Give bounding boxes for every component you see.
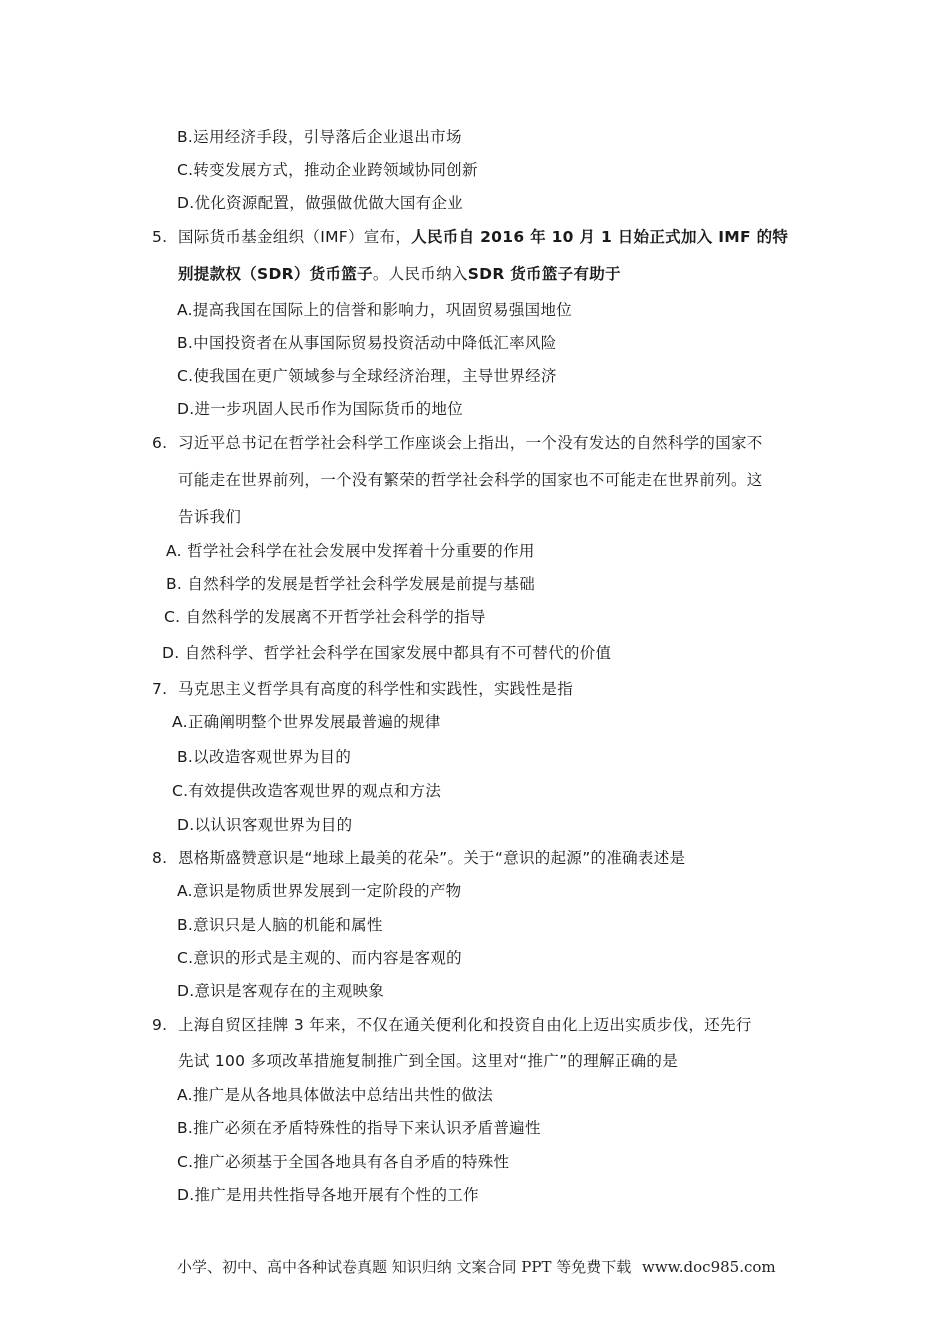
q4-option-c: C.转变发展方式，推动企业跨领域协同创新 bbox=[177, 161, 478, 179]
q6-number: 6. bbox=[152, 434, 168, 452]
q9-stem-line2: 先试 100 多项改革措施复制推广到全国。这里对“推广”的理解正确的是 bbox=[178, 1052, 679, 1070]
footer-link[interactable]: www.doc985.com bbox=[642, 1258, 776, 1276]
q6-option-b: B. 自然科学的发展是哲学社会科学发展是前提与基础 bbox=[166, 575, 535, 593]
q7-number: 7. bbox=[152, 680, 168, 698]
q5-stem-line2 bbox=[178, 263, 621, 285]
q4-option-d: D.优化资源配置，做强做优做大国有企业 bbox=[177, 194, 464, 212]
q5-stem-bold: 人民币自 2016 年 10 月 1 日始正式加入 IMF 的特 bbox=[411, 228, 789, 246]
q7-option-a: A.正确阐明整个世界发展最普遍的规律 bbox=[172, 713, 441, 731]
q5-option-a: A.提高我国在国际上的信誉和影响力，巩固贸易强国地位 bbox=[177, 301, 573, 319]
q7-stem bbox=[152, 678, 573, 700]
q6-stem-text: 习近平总书记在哲学社会科学工作座谈会上指出，一个没有发达的自然科学的国家不 bbox=[178, 434, 763, 452]
q8-option-c: C.意识的形式是主观的、而内容是客观的 bbox=[177, 949, 462, 967]
q5-option-d: D.进一步巩固人民币作为国际货币的地位 bbox=[177, 400, 464, 418]
q7-option-c: C.有效提供改造客观世界的观点和方法 bbox=[172, 782, 442, 800]
q8-option-b: B.意识只是人脑的机能和属性 bbox=[177, 916, 383, 934]
q5-number: 5. bbox=[152, 228, 168, 246]
q7-option-d: D.以认识客观世界为目的 bbox=[177, 816, 353, 834]
q9-stem-line1 bbox=[152, 1014, 752, 1036]
q8-stem bbox=[152, 847, 685, 869]
q9-number: 9. bbox=[152, 1016, 168, 1034]
q9-stem-text: 上海自贸区挂牌 3 年来，不仅在通关便利化和投资自由化上迈出实质步伐，还先行 bbox=[178, 1016, 752, 1034]
q6-stem-line2: 可能走在世界前列，一个没有繁荣的哲学社会科学的国家也不可能走在世界前列。这 bbox=[178, 471, 763, 489]
q8-number: 8. bbox=[152, 849, 168, 867]
q6-stem-line3: 告诉我们 bbox=[178, 508, 242, 526]
q5-option-b: B.中国投资者在从事国际贸易投资活动中降低汇率风险 bbox=[177, 334, 557, 352]
q5-stem-line1 bbox=[152, 226, 788, 248]
q5-stem-part: 。人民币纳入 bbox=[372, 265, 468, 283]
q5-stem-part: 国际货币基金组织（IMF）宣布， bbox=[178, 228, 412, 246]
q9-option-c: C.推广必须基于全国各地具有各自矛盾的特殊性 bbox=[177, 1153, 510, 1171]
q5-stem-bold: SDR 货币篮子有助于 bbox=[467, 265, 621, 283]
q9-option-b: B.推广必须在矛盾特殊性的指导下来认识矛盾普遍性 bbox=[177, 1119, 541, 1137]
q8-option-d: D.意识是客观存在的主观映象 bbox=[177, 982, 385, 1000]
q5-option-c: C.使我国在更广领域参与全球经济治理，主导世界经济 bbox=[177, 367, 557, 385]
q4-option-b: B.运用经济手段，引导落后企业退出市场 bbox=[177, 128, 462, 146]
q6-option-a: A. 哲学社会科学在社会发展中发挥着十分重要的作用 bbox=[166, 542, 535, 560]
q8-option-a: A.意识是物质世界发展到一定阶段的产物 bbox=[177, 882, 462, 900]
q5-stem-bold: 别提款权（SDR）货币篮子 bbox=[178, 265, 373, 283]
footer-text: 小学、初中、高中各种试卷真题 知识归纳 文案合同 PPT 等免费下载 bbox=[177, 1258, 632, 1276]
q6-stem-line1 bbox=[152, 432, 763, 454]
q6-option-c: C. 自然科学的发展离不开哲学社会科学的指导 bbox=[164, 608, 486, 626]
q6-option-d: D. 自然科学、哲学社会科学在国家发展中都具有不可替代的价值 bbox=[162, 644, 612, 662]
q9-option-d: D.推广是用共性指导各地开展有个性的工作 bbox=[177, 1186, 479, 1204]
q8-stem-text: 恩格斯盛赞意识是“地球上最美的花朵”。关于“意识的起源”的准确表述是 bbox=[178, 849, 686, 867]
q7-stem-text: 马克思主义哲学具有高度的科学性和实践性，实践性是指 bbox=[178, 680, 574, 698]
q7-option-b: B.以改造客观世界为目的 bbox=[177, 748, 352, 766]
q9-option-a: A.推广是从各地具体做法中总结出共性的做法 bbox=[177, 1086, 494, 1104]
page-footer bbox=[177, 1256, 776, 1278]
